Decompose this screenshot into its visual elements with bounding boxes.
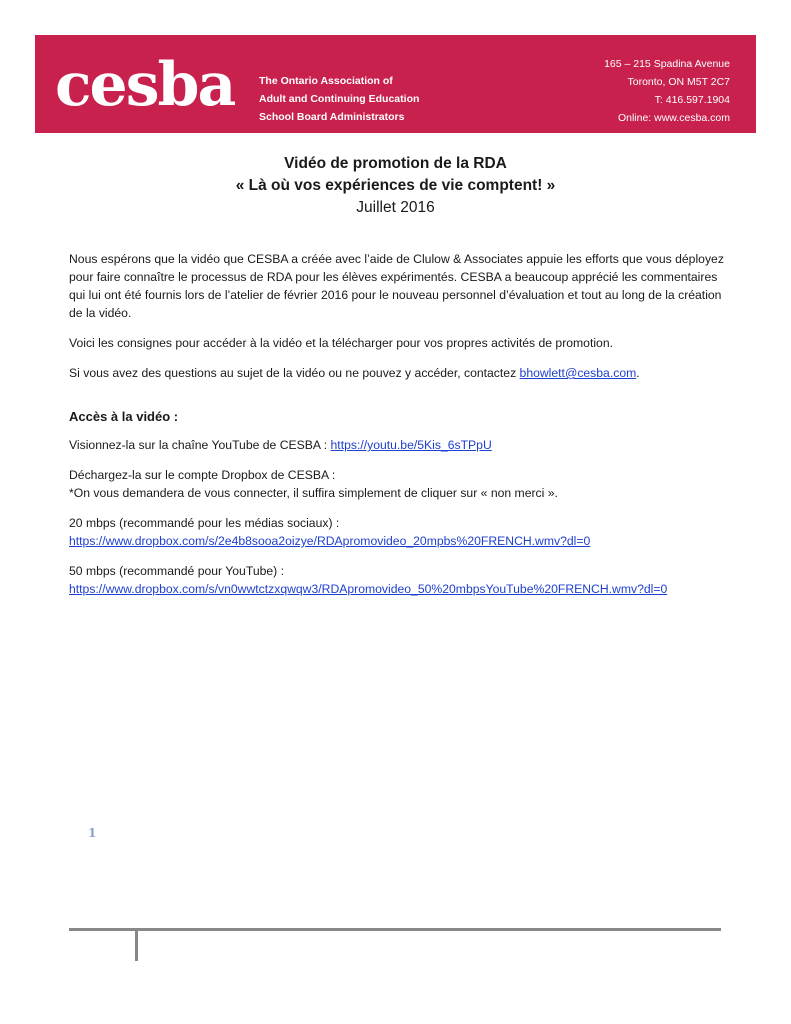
document-body (69, 250, 729, 610)
page-number: 1 (88, 826, 97, 840)
contact-city: Toronto, ON M5T 2C7 (627, 76, 730, 88)
contact-text: Si vous avez des questions au sujet de la vidéo ou ne pouvez y accéder, contactez (69, 366, 520, 380)
footer-rule (69, 928, 721, 931)
contact-paragraph (69, 364, 729, 382)
dropbox-paragraph (69, 466, 729, 502)
org-line-3: School Board Administrators (259, 111, 405, 123)
title-line-1: Vidéo de promotion de la RDA (284, 155, 507, 172)
youtube-paragraph (69, 436, 729, 454)
dropbox-note: *On vous demandera de vous connecter, il suffira simplement de cliquer sur « non merci ». (69, 486, 558, 500)
instructions-paragraph: Voici les consignes pour accéder à la vidéo et la télécharger pour vos propres activités de promotion. (69, 336, 613, 350)
option-50mbps (69, 562, 729, 598)
organization-name (259, 72, 419, 126)
cesba-logo: cesba (55, 50, 235, 120)
document-title (0, 153, 791, 219)
contact-address: 165 – 215 Spadina Avenue (604, 58, 730, 70)
contact-phone: T: 416.597.1904 (654, 94, 730, 106)
org-line-2: Adult and Continuing Education (259, 93, 420, 105)
contact-info (604, 55, 730, 127)
option-50mbps-label: 50 mbps (recommandé pour YouTube) : (69, 564, 284, 578)
option-50mbps-link[interactable]: https://www.dropbox.com/s/vn0wwtctzxqwqw3/RDApromovideo_50%20mbpsYouTube%20FRENCH.wmv?dl=0 (69, 582, 668, 596)
intro-paragraph: Nous espérons que la vidéo que CESBA a créée avec l’aide de Clulow & Associates appuie les efforts que vous déployez pour faire connaître le processus de RDA pour les élèves expérimentés. CESBA a beaucoup apprécié les commentaires qui lui ont été fournis lors de l’atelier de février 2016 pour le nouveau personnel d’évaluation et tout au long de la création de la vidéo. (69, 252, 724, 320)
header-banner (35, 35, 756, 133)
option-20mbps-label: 20 mbps (recommandé pour les médias sociaux) : (69, 516, 340, 530)
youtube-text: Visionnez-la sur la chaîne YouTube de CESBA : (69, 438, 331, 452)
footer-tick (135, 930, 138, 961)
contact-website: Online: www.cesba.com (617, 112, 730, 124)
contact-period: . (636, 366, 640, 380)
contact-email-link[interactable]: bhowlett@cesba.com (519, 366, 637, 380)
title-date: Juillet 2016 (356, 199, 435, 216)
option-20mbps (69, 514, 729, 550)
org-line-1: The Ontario Association of (259, 75, 393, 87)
option-20mbps-link[interactable]: https://www.dropbox.com/s/2e4b8sooa2oizye/RDApromovideo_20mpbs%20FRENCH.wmv?dl=0 (69, 534, 591, 548)
youtube-link[interactable]: https://youtu.be/5Kis_6sTPpU (330, 438, 492, 452)
dropbox-text: Déchargez-la sur le compte Dropbox de CESBA : (69, 468, 336, 482)
title-line-2: « Là où vos expériences de vie comptent! » (235, 177, 556, 194)
access-heading: Accès à la vidéo : (69, 409, 179, 424)
